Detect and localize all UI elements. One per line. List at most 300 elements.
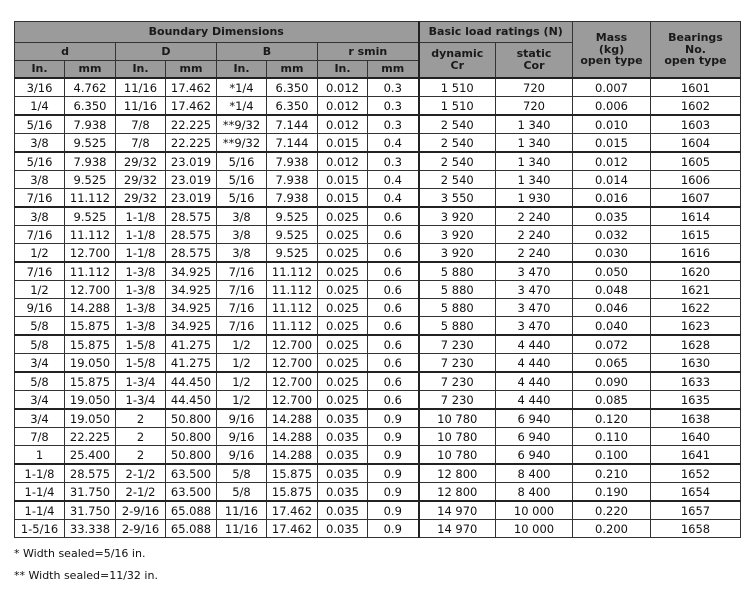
table-cell: 0.025 xyxy=(318,354,368,373)
table-cell: 0.3 xyxy=(368,78,419,97)
table-cell: 0.032 xyxy=(573,226,651,244)
table-cell: 1-3/8 xyxy=(116,281,166,299)
table-cell: 9.525 xyxy=(65,171,116,189)
table-cell: 0.025 xyxy=(318,299,368,317)
table-cell: 1/2 xyxy=(217,354,267,373)
table-cell: 1-5/16 xyxy=(15,520,65,538)
table-cell: 7.938 xyxy=(267,171,318,189)
table-cell: 34.925 xyxy=(166,299,217,317)
table-cell: 1641 xyxy=(651,446,741,465)
table-cell: 11/16 xyxy=(217,501,267,520)
table-cell: 0.025 xyxy=(318,335,368,354)
D-mm-header: mm xyxy=(166,61,217,79)
table-cell: 3 550 xyxy=(419,189,496,208)
table-cell: 0.012 xyxy=(318,78,368,97)
table-cell: 0.6 xyxy=(368,299,419,317)
table-cell: 7/16 xyxy=(15,226,65,244)
table-cell: 5/8 xyxy=(217,483,267,502)
table-row xyxy=(15,244,741,263)
table-cell: 0.016 xyxy=(573,189,651,208)
footnote-2: ** Width sealed=11/32 in. xyxy=(14,569,158,582)
table-cell: 6.350 xyxy=(267,97,318,116)
table-cell: 6 940 xyxy=(496,428,573,446)
table-cell: 6.350 xyxy=(65,97,116,116)
table-cell: 0.012 xyxy=(318,152,368,171)
table-cell: 15.875 xyxy=(267,464,318,483)
table-cell: 7/16 xyxy=(217,262,267,281)
table-cell: 720 xyxy=(496,97,573,116)
table-cell: 1638 xyxy=(651,409,741,428)
table-cell: 1 510 xyxy=(419,78,496,97)
table-cell: 29/32 xyxy=(116,171,166,189)
table-cell: 0.007 xyxy=(573,78,651,97)
table-cell: 0.035 xyxy=(573,207,651,226)
table-cell: 65.088 xyxy=(166,501,217,520)
table-cell: 28.575 xyxy=(166,226,217,244)
table-cell: 0.025 xyxy=(318,244,368,263)
table-cell: 4 440 xyxy=(496,372,573,391)
table-cell: 10 000 xyxy=(496,501,573,520)
table-cell: 0.025 xyxy=(318,207,368,226)
table-cell: 3 470 xyxy=(496,262,573,281)
table-cell: 2 xyxy=(116,409,166,428)
table-cell: 1628 xyxy=(651,335,741,354)
table-cell: 7/8 xyxy=(116,115,166,134)
table-cell: 8 400 xyxy=(496,464,573,483)
r-in-header: In. xyxy=(318,61,368,79)
mass-header: Mass (kg) open type xyxy=(573,22,651,79)
table-cell: 14 970 xyxy=(419,520,496,538)
table-cell: 0.035 xyxy=(318,520,368,538)
table-cell: 5 880 xyxy=(419,317,496,336)
table-cell: 0.006 xyxy=(573,97,651,116)
table-cell: 7.144 xyxy=(267,115,318,134)
table-cell: 1615 xyxy=(651,226,741,244)
table-cell: 0.3 xyxy=(368,97,419,116)
table-cell: 3 470 xyxy=(496,317,573,336)
table-cell: 12.700 xyxy=(65,244,116,263)
table-cell: 2 240 xyxy=(496,207,573,226)
table-row xyxy=(15,372,741,391)
table-cell: 0.025 xyxy=(318,391,368,410)
table-cell: 11.112 xyxy=(267,299,318,317)
table-cell: 0.220 xyxy=(573,501,651,520)
table-cell: 1640 xyxy=(651,428,741,446)
table-cell: 0.015 xyxy=(318,189,368,208)
table-cell: 1605 xyxy=(651,152,741,171)
table-row xyxy=(15,134,741,153)
table-cell: 0.025 xyxy=(318,262,368,281)
table-cell: 10 000 xyxy=(496,520,573,538)
table-cell: 0.012 xyxy=(573,152,651,171)
table-cell: 0.015 xyxy=(318,134,368,153)
table-cell: 33.338 xyxy=(65,520,116,538)
table-cell: 0.9 xyxy=(368,446,419,465)
table-cell: 0.025 xyxy=(318,281,368,299)
table-cell: 9.525 xyxy=(267,226,318,244)
table-cell: 11.112 xyxy=(65,226,116,244)
table-cell: 2-9/16 xyxy=(116,501,166,520)
table-cell: 15.875 xyxy=(65,372,116,391)
table-cell: 2 xyxy=(116,446,166,465)
table-cell: 1601 xyxy=(651,78,741,97)
table-cell: 14.288 xyxy=(267,409,318,428)
table-row xyxy=(15,262,741,281)
table-cell: 1623 xyxy=(651,317,741,336)
table-cell: 0.9 xyxy=(368,428,419,446)
d-mm-header: mm xyxy=(65,61,116,79)
table-cell: 11/16 xyxy=(116,78,166,97)
B-mm-header: mm xyxy=(267,61,318,79)
table-cell: 12.700 xyxy=(267,372,318,391)
table-cell: 1 340 xyxy=(496,171,573,189)
table-row xyxy=(15,409,741,428)
table-cell: 5/16 xyxy=(15,152,65,171)
bearings-header: Bearings No. open type xyxy=(651,22,741,79)
table-cell: 0.035 xyxy=(318,464,368,483)
table-cell: 9/16 xyxy=(15,299,65,317)
table-cell: 720 xyxy=(496,78,573,97)
table-cell: 11.112 xyxy=(65,189,116,208)
table-cell: 1-3/4 xyxy=(116,372,166,391)
table-cell: 2-9/16 xyxy=(116,520,166,538)
table-row xyxy=(15,115,741,134)
table-cell: 5/16 xyxy=(217,152,267,171)
table-cell: 7.938 xyxy=(65,152,116,171)
table-cell: 1-1/8 xyxy=(116,244,166,263)
table-cell: 5/16 xyxy=(217,171,267,189)
table-cell: 10 780 xyxy=(419,428,496,446)
table-cell: 0.040 xyxy=(573,317,651,336)
table-cell: 63.500 xyxy=(166,483,217,502)
table-cell: **9/32 xyxy=(217,115,267,134)
table-cell: 0.120 xyxy=(573,409,651,428)
table-cell: 14.288 xyxy=(267,428,318,446)
table-cell: 15.875 xyxy=(65,335,116,354)
table-cell: 1 xyxy=(15,446,65,465)
table-row xyxy=(15,299,741,317)
table-cell: 11.112 xyxy=(267,317,318,336)
table-cell: 0.3 xyxy=(368,115,419,134)
table-cell: 11.112 xyxy=(267,262,318,281)
table-cell: 25.400 xyxy=(65,446,116,465)
table-cell: 0.012 xyxy=(318,115,368,134)
table-cell: 28.575 xyxy=(166,244,217,263)
basic-load-header: Basic load ratings (N) xyxy=(419,22,573,43)
table-cell: 0.035 xyxy=(318,446,368,465)
table-cell: 2 540 xyxy=(419,152,496,171)
r-header: r smin xyxy=(318,43,419,61)
table-cell: 1607 xyxy=(651,189,741,208)
table-row xyxy=(15,78,741,97)
table-cell: 2 240 xyxy=(496,226,573,244)
table-cell: 2 xyxy=(116,428,166,446)
table-body xyxy=(15,78,741,538)
table-row xyxy=(15,171,741,189)
table-cell: 1654 xyxy=(651,483,741,502)
table-cell: 10 780 xyxy=(419,409,496,428)
table-cell: 7.938 xyxy=(267,189,318,208)
table-cell: 1603 xyxy=(651,115,741,134)
table-cell: 3 470 xyxy=(496,299,573,317)
table-cell: 1/2 xyxy=(217,372,267,391)
table-cell: 1-3/8 xyxy=(116,299,166,317)
table-cell: 0.210 xyxy=(573,464,651,483)
table-cell: 11/16 xyxy=(116,97,166,116)
table-cell: 0.100 xyxy=(573,446,651,465)
table-cell: 41.275 xyxy=(166,354,217,373)
table-row xyxy=(15,428,741,446)
table-cell: **9/32 xyxy=(217,134,267,153)
table-cell: 1 510 xyxy=(419,97,496,116)
table-cell: 19.050 xyxy=(65,354,116,373)
table-cell: 9.525 xyxy=(65,207,116,226)
table-cell: 31.750 xyxy=(65,483,116,502)
table-cell: 34.925 xyxy=(166,262,217,281)
table-cell: 41.275 xyxy=(166,335,217,354)
table-cell: 7 230 xyxy=(419,335,496,354)
table-cell: 44.450 xyxy=(166,391,217,410)
table-row xyxy=(15,354,741,373)
table-cell: 0.015 xyxy=(573,134,651,153)
table-cell: 2 540 xyxy=(419,171,496,189)
table-cell: 0.035 xyxy=(318,501,368,520)
table-cell: 1620 xyxy=(651,262,741,281)
table-cell: 1 930 xyxy=(496,189,573,208)
table-cell: 7.938 xyxy=(267,152,318,171)
table-row xyxy=(15,207,741,226)
table-cell: 63.500 xyxy=(166,464,217,483)
table-cell: 1-5/8 xyxy=(116,354,166,373)
table-cell: 5/8 xyxy=(15,317,65,336)
table-cell: 5 880 xyxy=(419,281,496,299)
footnote-1: * Width sealed=5/16 in. xyxy=(14,547,146,560)
table-cell: 1616 xyxy=(651,244,741,263)
table-cell: 0.025 xyxy=(318,317,368,336)
table-cell: 34.925 xyxy=(166,281,217,299)
table-row xyxy=(15,281,741,299)
table-cell: 12.700 xyxy=(65,281,116,299)
table-cell: 0.6 xyxy=(368,354,419,373)
table-row xyxy=(15,152,741,171)
table-cell: 44.450 xyxy=(166,372,217,391)
table-cell: 2-1/2 xyxy=(116,483,166,502)
table-cell: 5/8 xyxy=(15,372,65,391)
table-cell: 1614 xyxy=(651,207,741,226)
table-cell: 7.144 xyxy=(267,134,318,153)
table-cell: 0.010 xyxy=(573,115,651,134)
table-cell: 3/8 xyxy=(217,226,267,244)
table-cell: 22.225 xyxy=(65,428,116,446)
table-cell: 1635 xyxy=(651,391,741,410)
table-cell: 0.014 xyxy=(573,171,651,189)
table-cell: 19.050 xyxy=(65,391,116,410)
table-cell: 10 780 xyxy=(419,446,496,465)
table-cell: 0.090 xyxy=(573,372,651,391)
table-cell: 0.6 xyxy=(368,244,419,263)
dynamic-header: dynamic Cr xyxy=(419,43,496,79)
table-cell: 0.035 xyxy=(318,428,368,446)
table-header xyxy=(15,22,741,79)
table-cell: 22.225 xyxy=(166,134,217,153)
table-cell: 23.019 xyxy=(166,171,217,189)
table-cell: 0.065 xyxy=(573,354,651,373)
table-cell: *1/4 xyxy=(217,97,267,116)
table-cell: 8 400 xyxy=(496,483,573,502)
table-cell: 1657 xyxy=(651,501,741,520)
table-cell: 0.190 xyxy=(573,483,651,502)
table-cell: 2 240 xyxy=(496,244,573,263)
table-cell: 19.050 xyxy=(65,409,116,428)
table-cell: 5/16 xyxy=(217,189,267,208)
table-cell: 29/32 xyxy=(116,189,166,208)
table-cell: 7/16 xyxy=(15,262,65,281)
table-cell: 4 440 xyxy=(496,335,573,354)
table-cell: 1630 xyxy=(651,354,741,373)
table-cell: 5 880 xyxy=(419,262,496,281)
table-cell: 3 920 xyxy=(419,226,496,244)
bearing-table xyxy=(14,21,741,538)
table-cell: 12.700 xyxy=(267,354,318,373)
table-cell: 0.6 xyxy=(368,262,419,281)
table-cell: 6 940 xyxy=(496,409,573,428)
table-cell: 0.030 xyxy=(573,244,651,263)
table-cell: 1-3/8 xyxy=(116,262,166,281)
table-cell: 2 540 xyxy=(419,134,496,153)
table-cell: 3 920 xyxy=(419,207,496,226)
table-cell: 5/16 xyxy=(15,115,65,134)
table-cell: 0.4 xyxy=(368,171,419,189)
table-cell: 5/8 xyxy=(15,335,65,354)
table-cell: 12.700 xyxy=(267,391,318,410)
table-row xyxy=(15,335,741,354)
table-cell: 65.088 xyxy=(166,520,217,538)
table-cell: 0.6 xyxy=(368,391,419,410)
table-cell: 0.050 xyxy=(573,262,651,281)
r-mm-header: mm xyxy=(368,61,419,79)
table-cell: 0.4 xyxy=(368,189,419,208)
table-cell: 1-5/8 xyxy=(116,335,166,354)
table-cell: 0.025 xyxy=(318,226,368,244)
table-cell: 14 970 xyxy=(419,501,496,520)
table-cell: 14.288 xyxy=(267,446,318,465)
table-cell: 12.700 xyxy=(267,335,318,354)
table-cell: 17.462 xyxy=(166,78,217,97)
table-cell: 5/8 xyxy=(217,464,267,483)
table-cell: 9.525 xyxy=(267,244,318,263)
table-cell: 1652 xyxy=(651,464,741,483)
table-cell: 28.575 xyxy=(166,207,217,226)
table-cell: 7 230 xyxy=(419,372,496,391)
table-cell: 4 440 xyxy=(496,391,573,410)
table-row xyxy=(15,391,741,410)
table-cell: 3/16 xyxy=(15,78,65,97)
table-cell: 9/16 xyxy=(217,428,267,446)
table-cell: 17.462 xyxy=(267,520,318,538)
table-cell: 1658 xyxy=(651,520,741,538)
table-cell: 0.9 xyxy=(368,520,419,538)
B-in-header: In. xyxy=(217,61,267,79)
table-cell: 0.3 xyxy=(368,152,419,171)
table-cell: 1-1/8 xyxy=(15,464,65,483)
table-cell: 34.925 xyxy=(166,317,217,336)
table-cell: 15.875 xyxy=(65,317,116,336)
table-cell: 0.9 xyxy=(368,464,419,483)
table-cell: 3/8 xyxy=(15,134,65,153)
table-cell: 0.085 xyxy=(573,391,651,410)
table-cell: 0.035 xyxy=(318,483,368,502)
table-cell: 0.6 xyxy=(368,372,419,391)
table-cell: 1/2 xyxy=(15,281,65,299)
table-cell: 1-3/8 xyxy=(116,317,166,336)
table-cell: 17.462 xyxy=(166,97,217,116)
table-cell: 1/2 xyxy=(217,335,267,354)
table-cell: 0.015 xyxy=(318,171,368,189)
table-row xyxy=(15,501,741,520)
table-row xyxy=(15,483,741,502)
table-cell: 3/4 xyxy=(15,391,65,410)
table-row xyxy=(15,446,741,465)
table-row xyxy=(15,189,741,208)
table-cell: 12 800 xyxy=(419,483,496,502)
table-cell: 0.6 xyxy=(368,207,419,226)
table-cell: 0.035 xyxy=(318,409,368,428)
table-cell: 23.019 xyxy=(166,189,217,208)
table-cell: 14.288 xyxy=(65,299,116,317)
table-cell: *1/4 xyxy=(217,78,267,97)
table-cell: 1621 xyxy=(651,281,741,299)
static-header: static Cor xyxy=(496,43,573,79)
table-cell: 7/16 xyxy=(15,189,65,208)
table-cell: 4.762 xyxy=(65,78,116,97)
table-cell: 50.800 xyxy=(166,409,217,428)
table-cell: 2-1/2 xyxy=(116,464,166,483)
table-cell: 3/8 xyxy=(15,171,65,189)
table-cell: 28.575 xyxy=(65,464,116,483)
table-cell: 11/16 xyxy=(217,520,267,538)
table-cell: 7/8 xyxy=(15,428,65,446)
table-cell: 31.750 xyxy=(65,501,116,520)
B-header: B xyxy=(217,43,318,61)
table-cell: 1602 xyxy=(651,97,741,116)
table-cell: 0.072 xyxy=(573,335,651,354)
table-cell: 12 800 xyxy=(419,464,496,483)
table-cell: 3 470 xyxy=(496,281,573,299)
table-cell: 0.6 xyxy=(368,317,419,336)
table-cell: 1-1/8 xyxy=(116,226,166,244)
table-row xyxy=(15,520,741,538)
table-cell: 1-1/4 xyxy=(15,483,65,502)
table-cell: 7/16 xyxy=(217,299,267,317)
table-row xyxy=(15,226,741,244)
table-cell: 0.9 xyxy=(368,501,419,520)
table-cell: 0.046 xyxy=(573,299,651,317)
D-header: D xyxy=(116,43,217,61)
table-cell: 1604 xyxy=(651,134,741,153)
table-cell: 3/8 xyxy=(217,207,267,226)
table-cell: 7/8 xyxy=(116,134,166,153)
table-cell: 9/16 xyxy=(217,446,267,465)
table-cell: 0.012 xyxy=(318,97,368,116)
table-cell: 22.225 xyxy=(166,115,217,134)
table-cell: 17.462 xyxy=(267,501,318,520)
table-cell: 1/2 xyxy=(217,391,267,410)
table-cell: 1-1/8 xyxy=(116,207,166,226)
table-cell: 3/4 xyxy=(15,354,65,373)
table-cell: 1 340 xyxy=(496,134,573,153)
table-cell: 11.112 xyxy=(65,262,116,281)
table-cell: 2 540 xyxy=(419,115,496,134)
